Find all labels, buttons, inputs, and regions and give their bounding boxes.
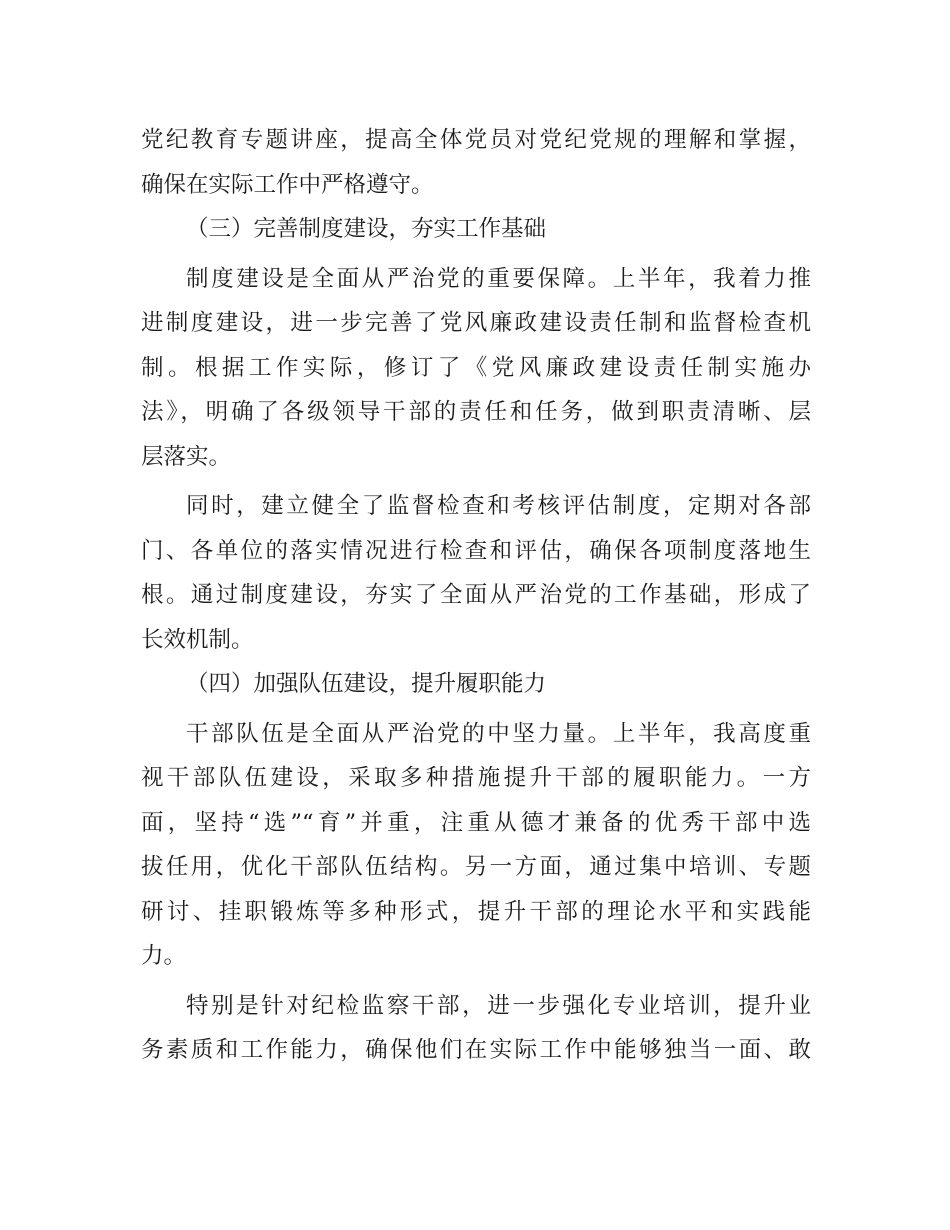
text-line: 党纪教育专题讲座，提高全体党员对党纪党规的理解和掌握， [141, 127, 811, 153]
text-line: 制。根据工作实际，修订了《党风廉政建设责任制实施办 [141, 354, 811, 381]
text-line: 进制度建设，进一步完善了党风廉政建设责任制和监督检查机 [141, 310, 811, 336]
text-line: 门、各单位的落实情况进行检查和评估，确保各项制度落地生 [141, 537, 811, 564]
text-line: 根。通过制度建设，夯实了全面从严治党的工作基础，形成了 [141, 582, 811, 608]
text-line: 特别是针对纪检监察干部，进一步强化专业培训，提升业 [186, 992, 811, 1019]
paragraph-team-building [141, 712, 811, 979]
text-line: 确保在实际工作中严格遵守。 [141, 171, 434, 198]
text-line: 层落实。 [141, 443, 232, 470]
text-line: 务素质和工作能力，确保他们在实际工作中能够独当一面、敢 [141, 1037, 811, 1063]
text-line: 力。 [141, 943, 187, 969]
paragraph-supervision-system [141, 484, 811, 662]
section-heading-3: （三）完善制度建设，夯实工作基础 [186, 216, 547, 242]
text-line: 研讨、挂职锻炼等多种形式，提升干部的理论水平和实践能 [141, 898, 811, 925]
document-body [141, 118, 811, 1073]
section-heading-4: （四）加强队伍建设，提升履职能力 [186, 671, 547, 697]
text-line: 同时，建立健全了监督检查和考核评估制度，定期对各部 [186, 493, 811, 519]
text-line: 面，坚持“选”“育”并重，注重从德才兼备的优秀干部中选 [141, 809, 811, 836]
text-line: 长效机制。 [141, 626, 254, 653]
paragraph-continuation [141, 118, 811, 207]
paragraph-institution-building [141, 257, 811, 480]
text-line: 视干部队伍建设，采取多种措施提升干部的履职能力。一方 [141, 765, 811, 791]
text-line: 拔任用，优化干部队伍结构。另一方面，通过集中培训、专题 [141, 854, 811, 880]
text-line: 干部队伍是全面从严治党的中坚力量。上半年，我高度重 [186, 720, 811, 747]
paragraph-discipline-cadres [141, 984, 811, 1073]
text-line: 法》，明确了各级领导干部的责任和任务，做到职责清晰、层 [141, 399, 811, 425]
text-line: 制度建设是全面从严治党的重要保障。上半年，我着力推 [186, 265, 811, 292]
